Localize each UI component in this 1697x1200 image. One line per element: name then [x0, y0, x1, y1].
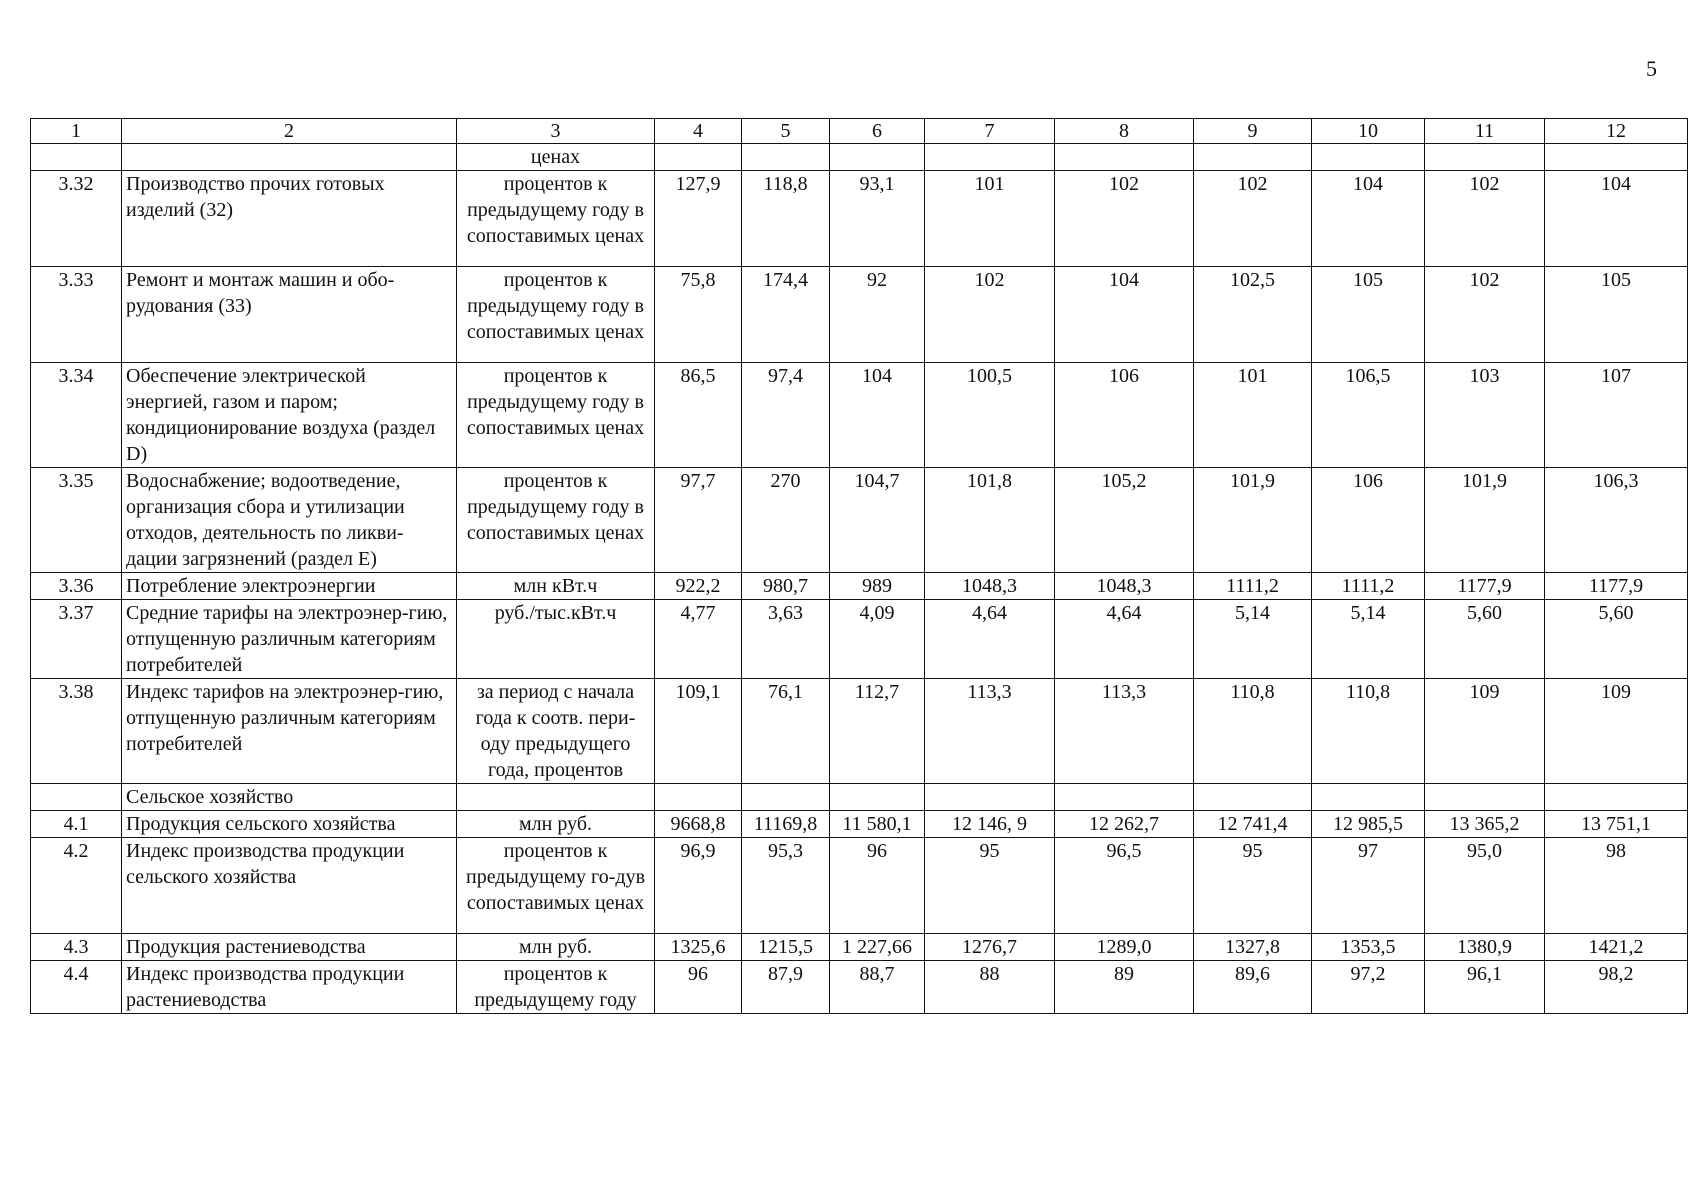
value-cell	[830, 144, 925, 171]
indicator-name-cell: Индекс производства продукции сельского хозяйства	[122, 838, 457, 934]
value-cell: 88,7	[830, 961, 925, 1014]
value-cell: 109	[1545, 679, 1688, 784]
row-number-cell: 3.32	[31, 171, 122, 267]
value-cell: 12 146, 9	[925, 811, 1055, 838]
value-cell: 1048,3	[1055, 573, 1194, 600]
value-cell: 104,7	[830, 468, 925, 573]
column-header: 2	[122, 119, 457, 144]
row-number-cell: 3.34	[31, 363, 122, 468]
row-number-cell: 3.38	[31, 679, 122, 784]
value-cell: 4,77	[655, 600, 742, 679]
value-cell	[830, 784, 925, 811]
value-cell	[1425, 784, 1545, 811]
value-cell: 112,7	[830, 679, 925, 784]
unit-cell: млн руб.	[457, 811, 655, 838]
value-cell: 95	[1194, 838, 1312, 934]
indicator-name-cell: Сельское хозяйство	[122, 784, 457, 811]
row-number-cell: 4.3	[31, 934, 122, 961]
value-cell: 104	[1312, 171, 1425, 267]
indicator-name-cell: Водоснабжение; водоотведение, организация сбора и утилизации отходов, деятельность по ликви-дации загрязнений (раздел E)	[122, 468, 457, 573]
row-number-cell: 3.35	[31, 468, 122, 573]
table-row	[31, 468, 1688, 573]
table-row	[31, 811, 1688, 838]
table-row	[31, 171, 1688, 267]
value-cell: 95,0	[1425, 838, 1545, 934]
value-cell: 12 741,4	[1194, 811, 1312, 838]
value-cell: 75,8	[655, 267, 742, 363]
row-number-cell: 3.33	[31, 267, 122, 363]
table-row	[31, 363, 1688, 468]
value-cell: 104	[1055, 267, 1194, 363]
indicator-name-cell: Ремонт и монтаж машин и обо-рудования (33)	[122, 267, 457, 363]
column-header: 1	[31, 119, 122, 144]
value-cell: 3,63	[742, 600, 830, 679]
value-cell: 9668,8	[655, 811, 742, 838]
value-cell: 106	[1055, 363, 1194, 468]
value-cell: 922,2	[655, 573, 742, 600]
value-cell: 110,8	[1194, 679, 1312, 784]
value-cell: 89,6	[1194, 961, 1312, 1014]
value-cell	[1312, 144, 1425, 171]
value-cell: 102	[1425, 267, 1545, 363]
column-header: 5	[742, 119, 830, 144]
indicator-name-cell: Продукция сельского хозяйства	[122, 811, 457, 838]
value-cell: 5,60	[1425, 600, 1545, 679]
value-cell: 102,5	[1194, 267, 1312, 363]
value-cell	[925, 784, 1055, 811]
value-cell: 105,2	[1055, 468, 1194, 573]
value-cell: 4,64	[1055, 600, 1194, 679]
value-cell: 1325,6	[655, 934, 742, 961]
row-number-cell: 4.2	[31, 838, 122, 934]
unit-cell: процентов к предыдущему году в сопоставимых ценах	[457, 363, 655, 468]
column-header: 10	[1312, 119, 1425, 144]
indicator-name-cell: Средние тарифы на электроэнер-гию, отпущенную различным категориям потребителей	[122, 600, 457, 679]
value-cell: 270	[742, 468, 830, 573]
row-number-cell: 3.36	[31, 573, 122, 600]
value-cell	[742, 784, 830, 811]
value-cell: 127,9	[655, 171, 742, 267]
value-cell: 92	[830, 267, 925, 363]
value-cell: 104	[830, 363, 925, 468]
value-cell: 97	[1312, 838, 1425, 934]
value-cell	[742, 144, 830, 171]
unit-cell: процентов к предыдущему го-дув сопоставимых ценах	[457, 838, 655, 934]
table-row	[31, 267, 1688, 363]
value-cell	[655, 784, 742, 811]
table-row	[31, 934, 1688, 961]
table-row	[31, 784, 1688, 811]
value-cell: 97,7	[655, 468, 742, 573]
value-cell: 104	[1545, 171, 1688, 267]
value-cell: 101	[1194, 363, 1312, 468]
value-cell: 101,9	[1425, 468, 1545, 573]
value-cell: 1276,7	[925, 934, 1055, 961]
column-header: 8	[1055, 119, 1194, 144]
value-cell: 1215,5	[742, 934, 830, 961]
value-cell: 106,3	[1545, 468, 1688, 573]
value-cell: 5,60	[1545, 600, 1688, 679]
value-cell: 4,64	[925, 600, 1055, 679]
indicator-name-cell: Индекс тарифов на электроэнер-гию, отпущенную различным категориям потребителей	[122, 679, 457, 784]
table-row	[31, 838, 1688, 934]
unit-cell: процентов к предыдущему году	[457, 961, 655, 1014]
value-cell: 1111,2	[1194, 573, 1312, 600]
column-header: 7	[925, 119, 1055, 144]
value-cell	[1545, 784, 1688, 811]
row-number-cell	[31, 784, 122, 811]
value-cell: 1177,9	[1425, 573, 1545, 600]
row-number-cell: 4.4	[31, 961, 122, 1014]
indicator-name-cell: Продукция растениеводства	[122, 934, 457, 961]
value-cell: 98	[1545, 838, 1688, 934]
value-cell: 95,3	[742, 838, 830, 934]
value-cell: 97,4	[742, 363, 830, 468]
value-cell: 96,1	[1425, 961, 1545, 1014]
value-cell: 1380,9	[1425, 934, 1545, 961]
table-row	[31, 144, 1688, 171]
value-cell: 1 227,66	[830, 934, 925, 961]
row-number-cell: 3.37	[31, 600, 122, 679]
unit-cell: ценах	[457, 144, 655, 171]
value-cell: 113,3	[1055, 679, 1194, 784]
value-cell: 109,1	[655, 679, 742, 784]
value-cell: 174,4	[742, 267, 830, 363]
value-cell: 93,1	[830, 171, 925, 267]
column-header: 4	[655, 119, 742, 144]
page-number: 5	[1646, 56, 1657, 81]
column-header: 6	[830, 119, 925, 144]
value-cell	[1055, 144, 1194, 171]
value-cell: 1048,3	[925, 573, 1055, 600]
table-row	[31, 961, 1688, 1014]
value-cell: 13 365,2	[1425, 811, 1545, 838]
column-header: 9	[1194, 119, 1312, 144]
value-cell	[1055, 784, 1194, 811]
value-cell: 96,5	[1055, 838, 1194, 934]
value-cell: 1111,2	[1312, 573, 1425, 600]
value-cell: 101,8	[925, 468, 1055, 573]
value-cell	[1425, 144, 1545, 171]
unit-cell: млн кВт.ч	[457, 573, 655, 600]
indicator-name-cell	[122, 144, 457, 171]
value-cell: 5,14	[1312, 600, 1425, 679]
unit-cell: процентов к предыдущему году в сопоставимых ценах	[457, 468, 655, 573]
value-cell: 109	[1425, 679, 1545, 784]
value-cell: 95	[925, 838, 1055, 934]
value-cell: 106,5	[1312, 363, 1425, 468]
value-cell: 102	[1055, 171, 1194, 267]
value-cell: 1421,2	[1545, 934, 1688, 961]
table-header-row	[31, 119, 1688, 144]
value-cell: 980,7	[742, 573, 830, 600]
value-cell: 105	[1312, 267, 1425, 363]
value-cell: 11 580,1	[830, 811, 925, 838]
unit-cell: млн руб.	[457, 934, 655, 961]
value-cell: 97,2	[1312, 961, 1425, 1014]
value-cell: 1327,8	[1194, 934, 1312, 961]
indicator-name-cell: Производство прочих готовых изделий (32)	[122, 171, 457, 267]
value-cell: 107	[1545, 363, 1688, 468]
value-cell: 86,5	[655, 363, 742, 468]
column-header: 12	[1545, 119, 1688, 144]
indicator-name-cell: Обеспечение электрической энергией, газом и паром; кондиционирование воздуха (раздел D)	[122, 363, 457, 468]
value-cell	[1312, 784, 1425, 811]
value-cell	[1194, 784, 1312, 811]
value-cell: 102	[1425, 171, 1545, 267]
indicator-name-cell: Потребление электроэнергии	[122, 573, 457, 600]
value-cell: 89	[1055, 961, 1194, 1014]
value-cell: 12 985,5	[1312, 811, 1425, 838]
table-row	[31, 679, 1688, 784]
value-cell: 102	[1194, 171, 1312, 267]
value-cell: 96	[830, 838, 925, 934]
value-cell: 989	[830, 573, 925, 600]
value-cell: 1177,9	[1545, 573, 1688, 600]
column-header: 11	[1425, 119, 1545, 144]
value-cell: 96,9	[655, 838, 742, 934]
unit-cell	[457, 784, 655, 811]
value-cell: 118,8	[742, 171, 830, 267]
value-cell: 113,3	[925, 679, 1055, 784]
value-cell: 105	[1545, 267, 1688, 363]
value-cell: 96	[655, 961, 742, 1014]
value-cell: 100,5	[925, 363, 1055, 468]
value-cell: 12 262,7	[1055, 811, 1194, 838]
indicator-name-cell: Индекс производства продукции растениеводства	[122, 961, 457, 1014]
value-cell: 76,1	[742, 679, 830, 784]
row-number-cell: 4.1	[31, 811, 122, 838]
value-cell: 87,9	[742, 961, 830, 1014]
value-cell: 1289,0	[1055, 934, 1194, 961]
value-cell: 106	[1312, 468, 1425, 573]
table-row	[31, 600, 1688, 679]
value-cell: 98,2	[1545, 961, 1688, 1014]
row-number-cell	[31, 144, 122, 171]
table-row	[31, 573, 1688, 600]
value-cell: 88	[925, 961, 1055, 1014]
unit-cell: процентов к предыдущему году в сопоставимых ценах	[457, 267, 655, 363]
indicators-table	[30, 118, 1688, 1014]
value-cell: 5,14	[1194, 600, 1312, 679]
value-cell: 11169,8	[742, 811, 830, 838]
value-cell	[925, 144, 1055, 171]
value-cell: 110,8	[1312, 679, 1425, 784]
value-cell: 102	[925, 267, 1055, 363]
value-cell	[1194, 144, 1312, 171]
unit-cell: процентов к предыдущему году в сопоставимых ценах	[457, 171, 655, 267]
value-cell: 101,9	[1194, 468, 1312, 573]
value-cell: 4,09	[830, 600, 925, 679]
value-cell: 13 751,1	[1545, 811, 1688, 838]
value-cell: 101	[925, 171, 1055, 267]
value-cell: 1353,5	[1312, 934, 1425, 961]
value-cell: 103	[1425, 363, 1545, 468]
unit-cell: за период с начала года к соотв. пери-оду предыдущего года, процентов	[457, 679, 655, 784]
table-body	[31, 119, 1688, 1014]
value-cell	[655, 144, 742, 171]
unit-cell: руб./тыс.кВт.ч	[457, 600, 655, 679]
value-cell	[1545, 144, 1688, 171]
column-header: 3	[457, 119, 655, 144]
